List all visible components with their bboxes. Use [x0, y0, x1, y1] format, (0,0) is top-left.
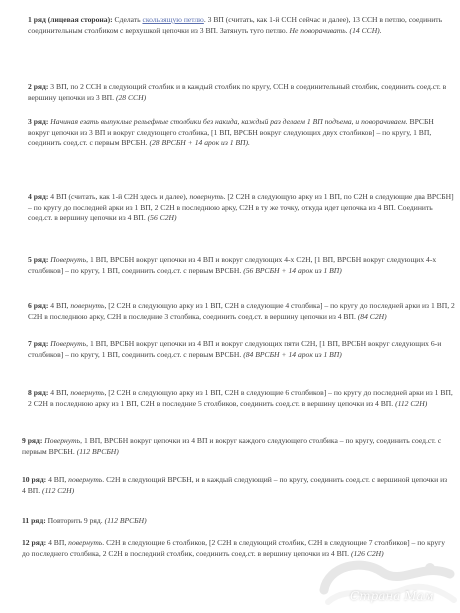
row-text: (56 С2Н) — [147, 213, 177, 223]
row-text: (28 ВРСБН + 14 арок из 1 ВП). — [149, 138, 250, 148]
row-text: повернуть — [68, 538, 103, 547]
row-label: 12 ряд: — [22, 538, 47, 547]
row-text: . [2 С2Н в следующую арку из 1 ВП, по С2Н в следующие два ВРСБН] – по кругу до последней арки из 1 ВП, 2 С2Н в последнюю арку, С2Н в ту же точку, откуда идет цепочка из 4 ВП. Соединить соед.ст. в вершину цепочки из 4 ВП. — [28, 192, 454, 223]
row-text: Начиная езать выпуклые рельефные столбики без накида, каждый раз делаем 1 ВП подъема, и поворачиваем. — [48, 117, 408, 126]
row-label: 4 ряд: — [28, 192, 49, 201]
row-text: 4 ВП, — [46, 475, 69, 484]
row-text: Сделать — [112, 15, 143, 24]
row-text: (126 С2Н) — [350, 548, 384, 558]
row-text: 3 ВП, по 2 ССН в следующий столбик и в каждый столбик по кругу, ССН в соединительный столбик, соединить соед.ст. в вершину цепочки из 3 ВП. — [28, 82, 447, 102]
row-text: повернуть — [70, 301, 105, 310]
row-label: 5 ряд: — [28, 255, 49, 264]
row-3 — [28, 117, 456, 149]
row-text: 4 ВП, — [48, 388, 71, 397]
row-text: (112 ВРСБН) — [76, 446, 119, 456]
row-text: , [2 С2Н в следующую арку из 1 ВП, С2Н в следующие 6 столбиков] – по кругу до последней арки из 1 ВП, 2 С2Н в последнюю арку из 1 ВП, С2Н в последние 5 столбиков, соединить соед.ст. в вершину цепочки из 4 ВП. — [28, 388, 453, 408]
row-7 — [28, 339, 456, 360]
row-9 — [22, 436, 450, 457]
row-text: Повернуть — [48, 255, 87, 264]
row-4 — [28, 192, 456, 224]
row-1 — [28, 15, 456, 36]
row-label: 11 ряд: — [22, 516, 46, 525]
row-text: , [2 С2Н в следующую арку из 1 ВП, С2Н в следующие 4 столбика] – по кругу до последней арки из 1 ВП, 2 С2Н в последнюю арку, С2Н в последние 3 столбика, соединить соед.ст. в вершину цепочки из 4 ВП. — [28, 301, 455, 321]
row-text: (84 С2Н) — [357, 311, 387, 321]
row-text: (112 ВРСБН) — [104, 516, 147, 525]
row-label: 9 ряд: — [22, 436, 43, 445]
row-label: 1 ряд (лицевая сторона): — [28, 15, 113, 24]
row-text: , 1 ВП, ВРСБН вокруг цепочки из 4 ВП и вокруг каждого следующего столбика – по кругу, соединить соед.ст. с первым ВРСБН. — [22, 436, 442, 456]
row-label: 10 ряд: — [22, 475, 47, 484]
row-label: 6 ряд: — [28, 301, 49, 310]
row-6 — [28, 301, 456, 322]
row-text: 4 ВП, — [48, 301, 71, 310]
row-text: 4 ВП (считать, как 1-й С2Н здесь и далее), — [48, 192, 190, 201]
row-text: Повернуть — [48, 339, 87, 348]
row-text: (112 С2Н) — [42, 485, 75, 495]
row-10 — [22, 475, 450, 496]
row-text: (112 С2Н) — [395, 398, 428, 408]
row-text: (28 ССН) — [115, 92, 147, 102]
row-label: 8 ряд: — [28, 388, 49, 397]
row-text: ВРСБН вокруг цепочки из 3 ВП и вокруг следующего столбика, [1 ВП, ВРСБН вокруг следующих двух столбиков] – по кругу, 1 ВП, соединить соед.ст. с первым ВРСБН. — [28, 117, 434, 148]
row-text: , 1 ВП, ВРСБН вокруг цепочки из 4 ВП и вокруг следующих пяти С2Н, [1 ВП, ВРСБН вокруг следующих 6-и столбиков] – по кругу, 1 ВП, соединить соед.ст. с первым ВРСБН. — [28, 339, 442, 359]
row-11 — [22, 516, 450, 527]
row-text: , 1 ВП, ВРСБН вокруг цепочки из 4 ВП и вокруг следующих 4-х С2Н, [1 ВП, ВРСБН вокруг следующих 4-х столбиков] – по кругу, 1 ВП, соединить соед.ст. с первым ВРСБН. — [28, 255, 437, 275]
row-text: . С2Н в следующие 6 столбиков, [2 С2Н в следующий столбик, С2Н в следующие 7 столбиков] – по кругу до последнего столбика, 2 С2Н в последний столбик, соединить соед.ст. в вершину цепочки из 4 ВП. — [22, 538, 446, 558]
row-text: 4 ВП, — [46, 538, 69, 547]
row-text: Повернуть — [42, 436, 81, 445]
watermark-text: Страна Мам — [350, 589, 434, 603]
row-label: 7 ряд: — [28, 339, 49, 348]
row-text: повернуть — [70, 388, 105, 397]
row-label: 2 ряд: — [28, 82, 49, 91]
row-2 — [28, 82, 456, 103]
row-text: (56 ВРСБН + 14 арок из 1 ВП) — [243, 265, 342, 275]
row-text: повернуть — [189, 192, 224, 201]
watermark-logo — [318, 556, 458, 612]
slip-knot-link[interactable]: скользящую петлю — [142, 15, 204, 24]
row-5 — [28, 255, 456, 276]
row-label: 3 ряд: — [28, 117, 49, 126]
row-text: . С2Н в следующий ВРСБН, и в каждый следующий – по кругу, соединить соед.ст. с вершиной цепочки из 4 ВП. — [22, 475, 448, 495]
row-text: (84 ВРСБН + 14 арок из 1 ВП) — [243, 349, 342, 359]
row-text: повернуть — [68, 475, 103, 484]
row-8 — [28, 388, 456, 409]
row-text: Повторить 9 ряд. — [45, 516, 105, 525]
row-text: . 3 ВП (считать, как 1-й ССН сейчас и далее), 13 ССН в петлю, соединить соединительным столбиком с верхушкой цепочки из 3 ВП. Затянуть туго петлю. — [28, 15, 443, 35]
row-text: Не поворачивать. (14 ССН). — [289, 25, 382, 35]
